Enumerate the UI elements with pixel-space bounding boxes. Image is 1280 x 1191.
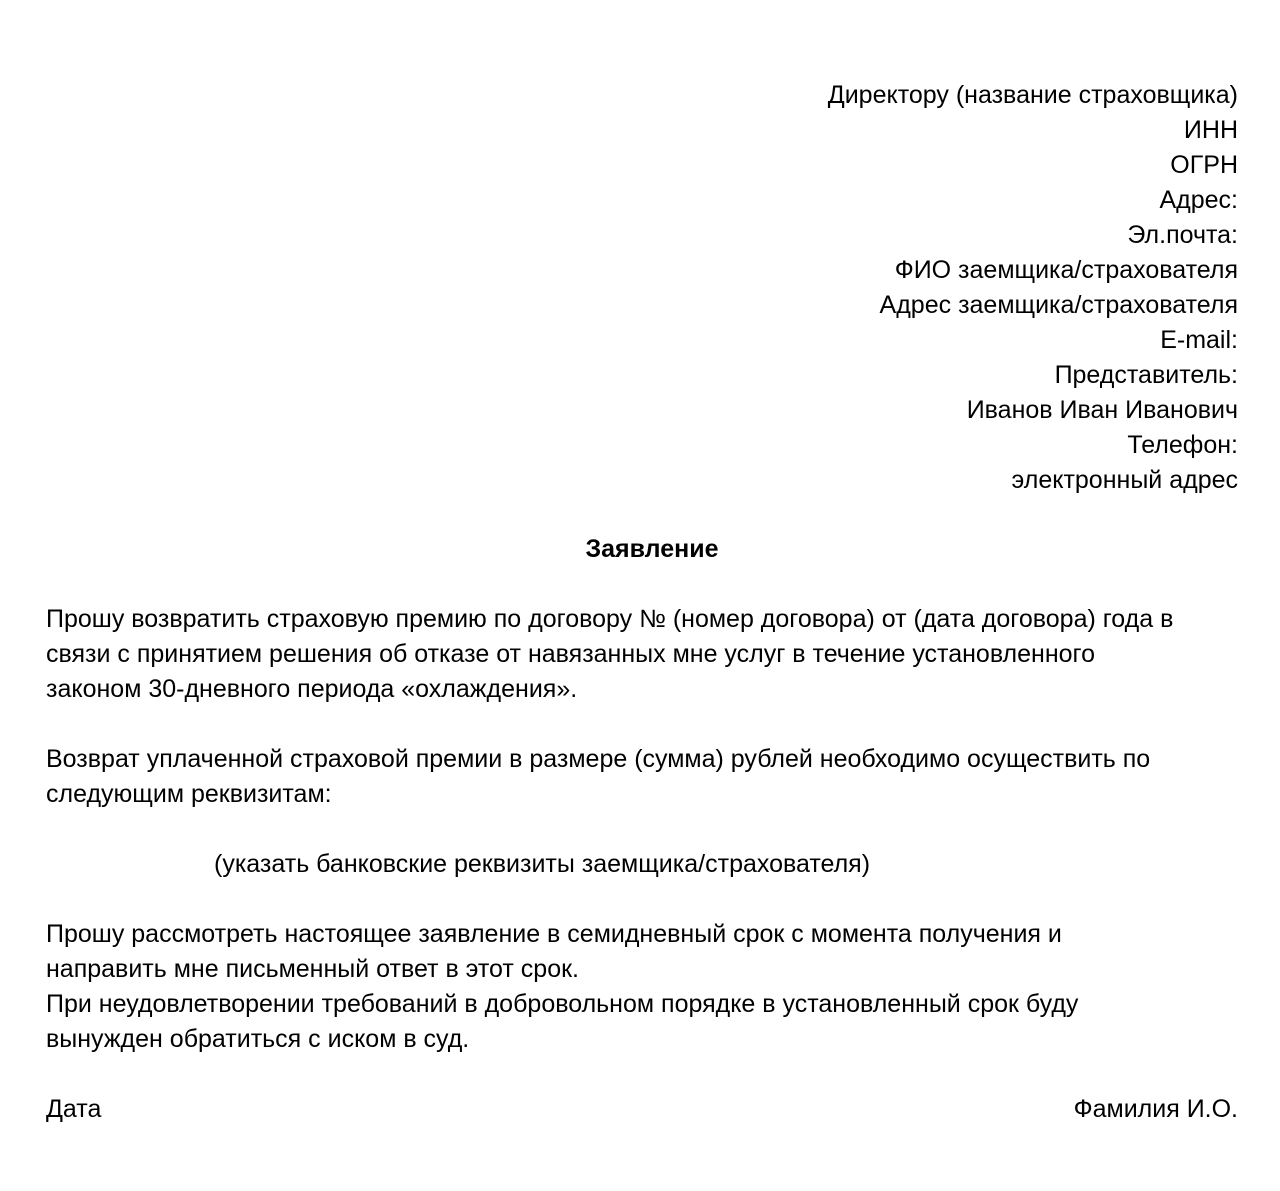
paragraph-line: связи с принятием решения об отказе от навязанных мне услуг в течение установленного (46, 640, 1096, 668)
addressee-ogrn: ОГРН (1170, 151, 1238, 179)
paragraph-line: следующим реквизитам: (46, 780, 332, 808)
paragraph-deadline (46, 917, 1246, 1057)
signature-name: Фамилия И.О. (1073, 1095, 1238, 1123)
addressee-inn: ИНН (1183, 116, 1238, 144)
sender-name: ФИО заемщика/страхователя (894, 256, 1238, 284)
paragraph-line: (указать банковские реквизиты заемщика/страхователя) (214, 850, 871, 878)
addressee-director: Директору (название страховщика) (827, 81, 1238, 109)
paragraph-refund-details (46, 742, 1246, 812)
paragraph-line: Возврат уплаченной страховой премии в размере (сумма) рублей необходимо осуществить по (46, 745, 1151, 773)
paragraph-line: законом 30-дневного периода «охлаждения». (46, 675, 578, 703)
addressee-address: Адрес: (1159, 186, 1238, 214)
paragraph-line: При неудовлетворении требований в добровольном порядке в установленный срок буду (46, 990, 1079, 1018)
representative-label: Представитель: (1054, 361, 1238, 389)
paragraph-bank-details (214, 847, 1280, 882)
document-title: Заявление (585, 535, 719, 563)
paragraph-line: направить мне письменный ответ в этот срок. (46, 955, 579, 983)
addressee-block (538, 78, 1238, 498)
representative-phone: Телефон: (1127, 431, 1238, 459)
representative-name: Иванов Иван Иванович (966, 396, 1238, 424)
sender-email: E-mail: (1160, 326, 1238, 354)
sender-address: Адрес заемщика/страхователя (879, 291, 1238, 319)
paragraph-line: Прошу рассмотреть настоящее заявление в семидневный срок с момента получения и (46, 920, 1062, 948)
addressee-email: Эл.почта: (1127, 221, 1238, 249)
date-label: Дата (46, 1095, 102, 1123)
paragraph-line: вынужден обратиться с иском в суд. (46, 1025, 470, 1053)
representative-email: электронный адрес (1011, 466, 1238, 494)
paragraph-refund-request (46, 602, 1246, 707)
paragraph-line: Прошу возвратить страховую премию по договору № (номер договора) от (дата договора) года в (46, 605, 1174, 633)
